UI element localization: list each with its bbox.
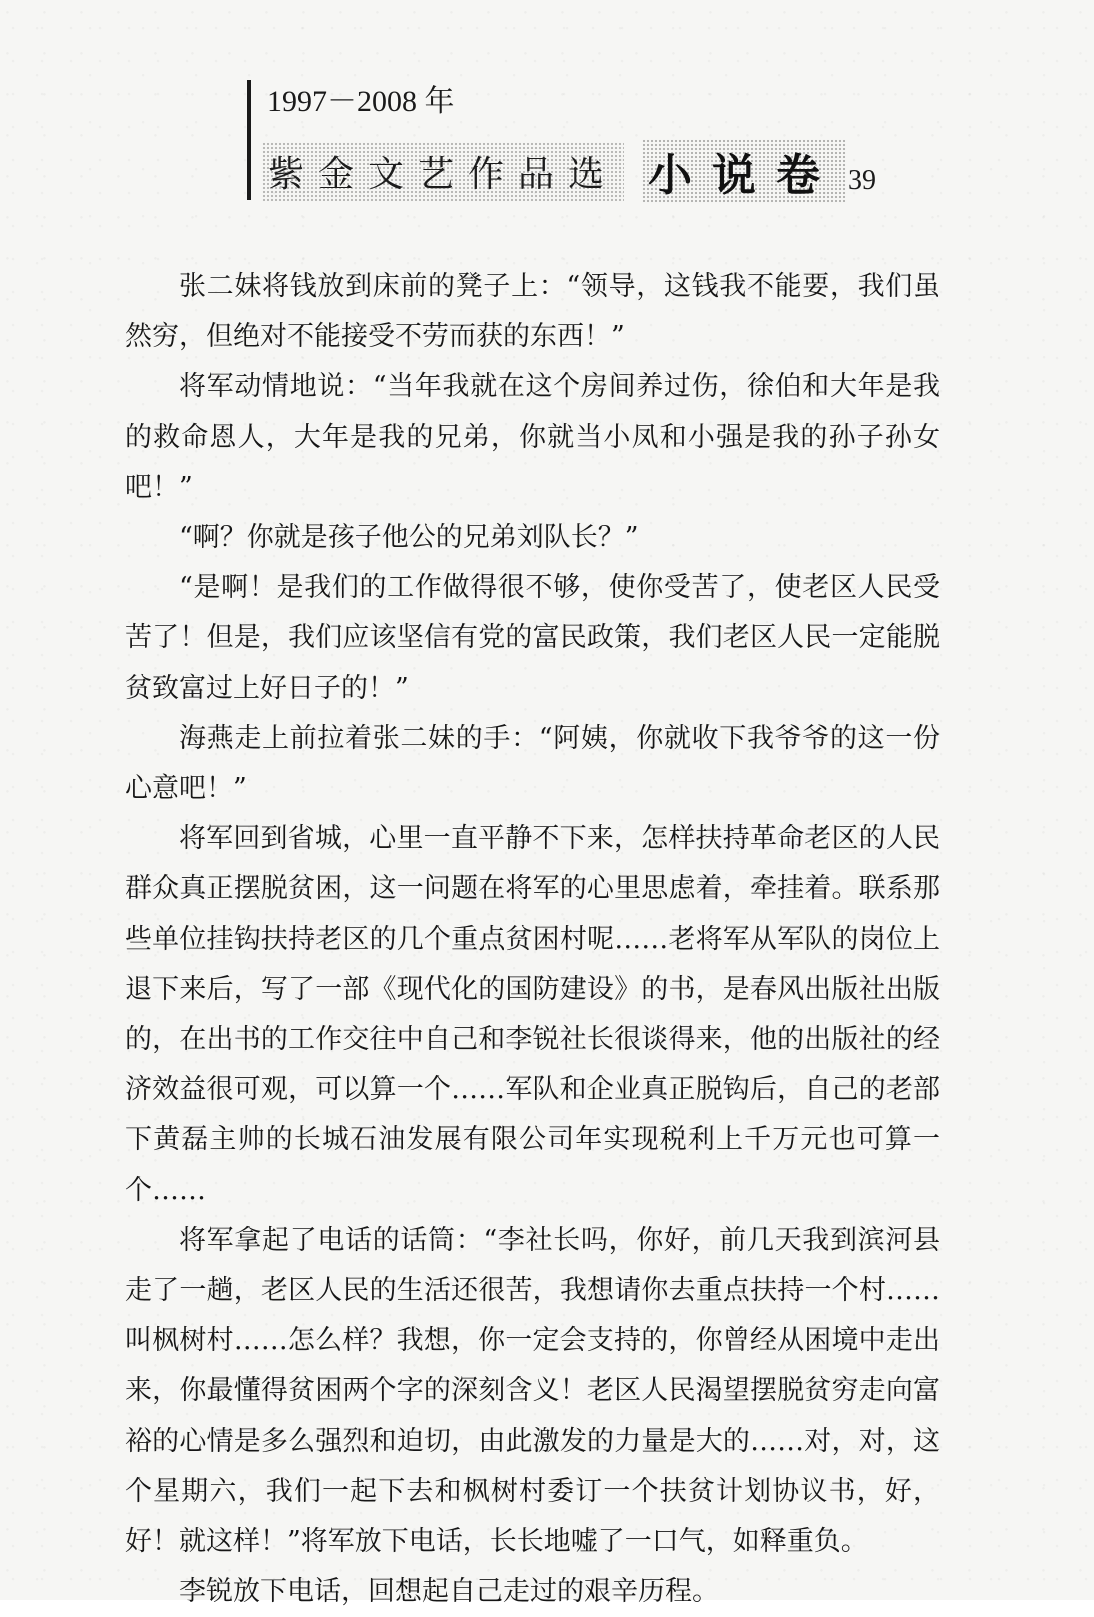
running-header [262,143,876,199]
paragraph: 将军拿起了电话的话筒：“李社长吗，你好，前几天我到滨河县走了一趟，老区人民的生活还很苦，我想请你去重点扶持一个村……叫枫树村……怎么样？我想，你一定会支持的，你曾经从困境中走出来，你最懂得贫困两个字的深刻含义！老区人民渴望摆脱贫穷走向富裕的心情是多么强烈和迫切，由此激发的力量是大的……对，对，这个星期六，我们一起下去和枫树村委订一个扶贫计划协议书，好，好！就这样！”将军放下电话，长长地嘘了一口气，如释重负。 [125,1224,940,1558]
header-years: 1997－2008 年 [267,85,455,118]
paragraph: 张二妹将钱放到床前的凳子上：“领导，这钱我不能要，我们虽然穷，但绝对不能接受不劳而获的东西！” [125,271,940,353]
paragraph: 将军回到省城，心里一直平静不下来，怎样扶持革命老区的人民群众真正摆脱贫困，这一问题在将军的心里思虑着，牵挂着。联系那些单位挂钩扶持老区的几个重点贫困村呢……老将军从军队的岗位上退下来后，写了一部《现代化的国防建设》的书，是春风出版社出版的，在出书的工作交往中自己和李锐社长很谈得来，他的出版社的经济效益很可观，可以算一个……军队和企业真正脱钩后，自己的老部下黄磊主帅的长城石油发展有限公司年实现税利上千万元也可算一个…… [125,823,940,1206]
paragraph: 李锐放下电话，回想起自己走过的艰辛历程。 [179,1576,719,1608]
header-vertical-rule [247,80,251,200]
series-title: 紫金文艺作品选 [262,142,624,201]
paragraph: 海燕走上前拉着张二妹的手：“阿姨，你就收下我爷爷的这一份心意吧！” [125,722,940,805]
paragraph: “啊？你就是孩子他公的兄弟刘队长？” [179,522,639,554]
paragraph: “是啊！是我们的工作做得很不够，使你受苦了，使老区人民受苦了！但是，我们应该坚信有党的富民政策，我们老区人民一定能脱贫致富过上好日子的！” [125,572,940,704]
page-number: 39 [848,165,877,196]
paragraph: 将军动情地说：“当年我就在这个房间养过伤，徐伯和大年是我的救命恩人，大年是我的兄弟，你就当小凤和小强是我的孙子孙女吧！” [125,371,940,503]
volume-title: 小说卷 [642,139,846,203]
body-text [125,262,940,1617]
